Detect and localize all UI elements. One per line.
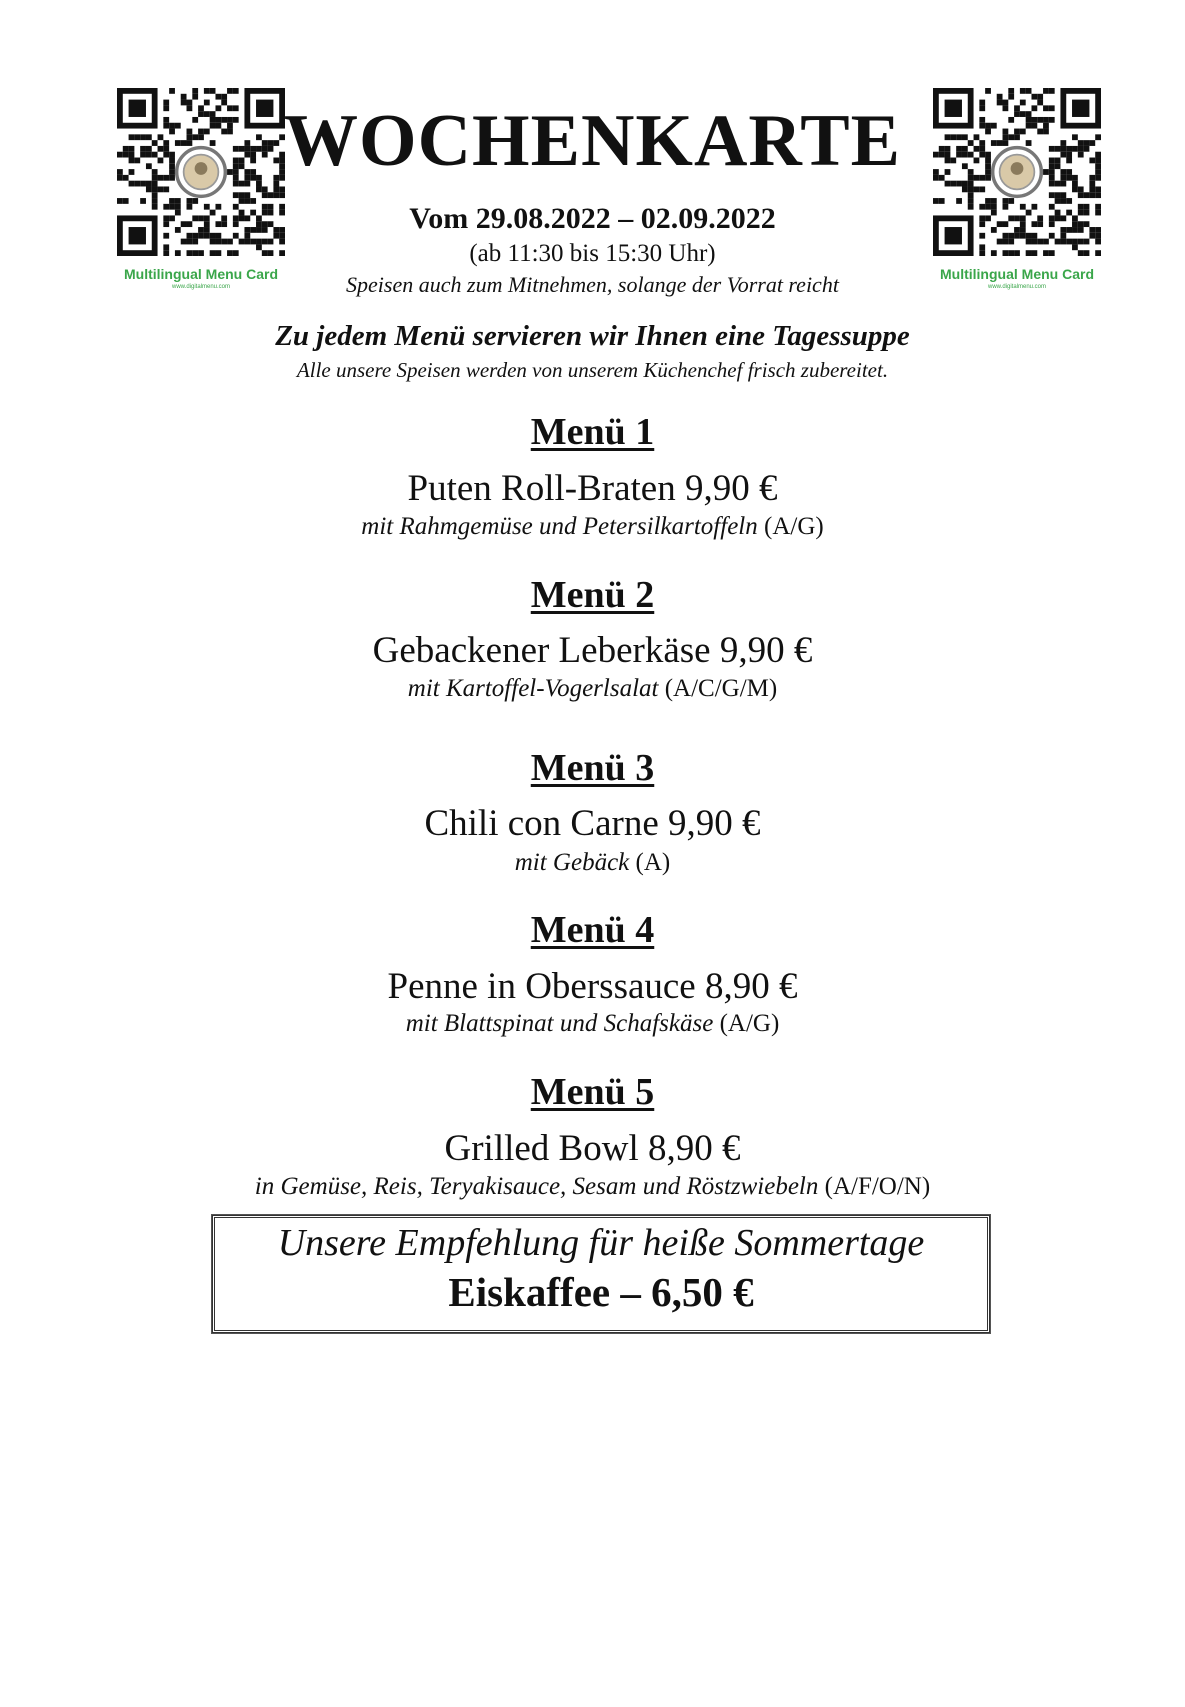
menu-3-description: [0, 849, 1185, 877]
menu-5-sides: in Gemüse, Reis, Teryakisauce, Sesam und Röstzwiebeln: [254, 1173, 819, 1200]
menu-3-heading: Menü 3: [530, 747, 655, 789]
menu-1-dish: Puten Roll-Braten 9,90 €: [407, 468, 778, 509]
menu-2-sides: mit Kartoffel-Vogerlsalat: [407, 675, 659, 702]
soup-note: Zu jedem Menü servieren wir Ihnen eine Tagessuppe: [275, 320, 910, 352]
menu-1-sides: mit Rahmgemüse und Petersilkartoffeln: [361, 513, 758, 540]
menu-5-description: [0, 1173, 1185, 1201]
menu-3-dish: Chili con Carne 9,90 €: [424, 803, 761, 844]
menu-4-sides: mit Blattspinat und Schafskäse: [405, 1010, 714, 1037]
qr-caption-left: Multilingual Menu Card: [124, 266, 278, 282]
recommendation-line: Unsere Empfehlung für heiße Sommertage: [277, 1222, 925, 1264]
opening-hours: (ab 11:30 bis 15:30 Uhr): [469, 240, 716, 267]
menu-1-heading: Menü 1: [530, 411, 655, 453]
qr-url-left: www.digitalmenu.com: [171, 284, 231, 290]
page-title: WOCHENKARTE: [284, 100, 901, 182]
menu-1-description: [0, 513, 1185, 541]
chef-note: Alle unsere Speisen werden von unserem Küchenchef frisch zubereitet.: [296, 358, 889, 382]
menu-5-allergens: (A/F/O/N): [818, 1173, 931, 1200]
recommendation-box: [212, 1215, 990, 1333]
menu-4-description: [0, 1010, 1185, 1038]
menu-2-description: [0, 675, 1185, 703]
qr-caption-right: Multilingual Menu Card: [940, 266, 1094, 282]
menu-5-heading: Menü 5: [530, 1071, 655, 1113]
menu-2-allergens: (A/C/G/M): [658, 675, 778, 702]
menu-4-dish: Penne in Oberssauce 8,90 €: [387, 966, 798, 1007]
date-range: Vom 29.08.2022 – 02.09.2022: [409, 202, 776, 235]
qr-url-right: www.digitalmenu.com: [987, 284, 1047, 290]
menu-1-allergens: (A/G): [757, 513, 824, 540]
menu-3-sides: mit Gebäck: [514, 849, 630, 876]
menu-2-heading: Menü 2: [530, 574, 655, 616]
menu-2-dish: Gebackener Leberkäse 9,90 €: [372, 630, 813, 671]
menu-3-allergens: (A): [629, 849, 671, 876]
menu-4-heading: Menü 4: [530, 909, 655, 951]
menu-5-dish: Grilled Bowl 8,90 €: [444, 1128, 741, 1169]
takeaway-note: Speisen auch zum Mitnehmen, solange der Vorrat reicht: [346, 272, 839, 297]
menu-4-allergens: (A/G): [713, 1010, 780, 1037]
recommendation-item: Eiskaffee – 6,50 €: [448, 1269, 754, 1315]
